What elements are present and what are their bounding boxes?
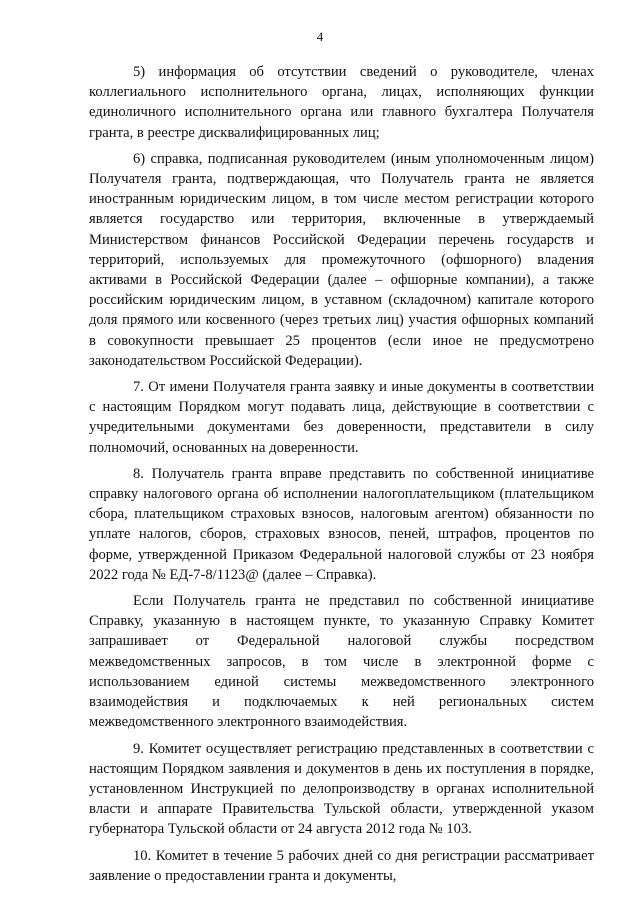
paragraph-clause-10: 10. Комитет в течение 5 рабочих дней со дня регистрации рассматривает заявление о предоставлении гранта и документы, xyxy=(89,847,594,884)
paragraph-item-6: 6) справка, подписанная руководителем (иным уполномоченным лицом) Получателя гранта, подтверждающая, что Получатель гранта не является иностранным юридическим лицом, в том числе местом регистрации которого является государство или территория, включенные в утверждаемый Министерством финансов Российской Федерации перечень государств и территорий, используемых для промежуточного (офшорного) владения активами в Российской Федерации (далее – офшорные компании), а также российским юридическим лицом, в уставном (складочном) капитале которого доля прямого или косвенного (через третьих лиц) участия офшорных компаний в совокупности превышает 25 процентов (если иное не предусмотрено законодательством Российской Федерации). xyxy=(89,150,594,369)
page-number: 4 xyxy=(316,29,324,44)
paragraph-clause-9: 9. Комитет осуществляет регистрацию представленных в соответствии с настоящим Порядком заявления и документов в день их поступления в порядке, установленном Инструкцией по делопроизводству в органах исполнительной власти и аппарате Правительства Тульской области, утвержденной указом губернатора Тульской области от 24 августа 2012 года № 103. xyxy=(89,740,594,838)
paragraph-clause-8-continued: Если Получатель гранта не представил по собственной инициативе Справку, указанную в настоящем пункте, то указанную Справку Комитет запрашивает от Федеральной налоговой службы посредством межведомственных запросов, в том числе в электронной форме с использованием единой системы межведомственного электронного взаимодействия и подключаемых к ней региональных систем межведомственного электронного взаимодействия. xyxy=(89,593,594,731)
paragraph-item-5: 5) информация об отсутствии сведений о руководителе, членах коллегиального исполнительного органа, лицах, исполняющих функции единоличного исполнительного органа или главного бухгалтера Получателя гранта, в реестре дисквалифицированных лиц; xyxy=(89,64,594,141)
paragraph-clause-8: 8. Получатель гранта вправе представить по собственной инициативе справку налогового органа об исполнении налогоплательщиком (плательщиком сбора, плательщиком страховых взносов, налоговым агентом) обязанности по уплате налогов, сборов, страховых взносов, пеней, штрафов, процентов по форме, утвержденной Приказом Федеральной налоговой службы от 23 ноября 2022 года № ЕД-7-8/1123@ (далее – Справка). xyxy=(89,465,594,583)
document-body xyxy=(89,62,594,892)
paragraph-clause-7: 7. От имени Получателя гранта заявку и иные документы в соответствии с настоящим Порядком могут подавать лица, действующие в соответствии с учредительными документами без доверенности, представители в силу полномочий, основанных на доверенности. xyxy=(89,379,594,456)
